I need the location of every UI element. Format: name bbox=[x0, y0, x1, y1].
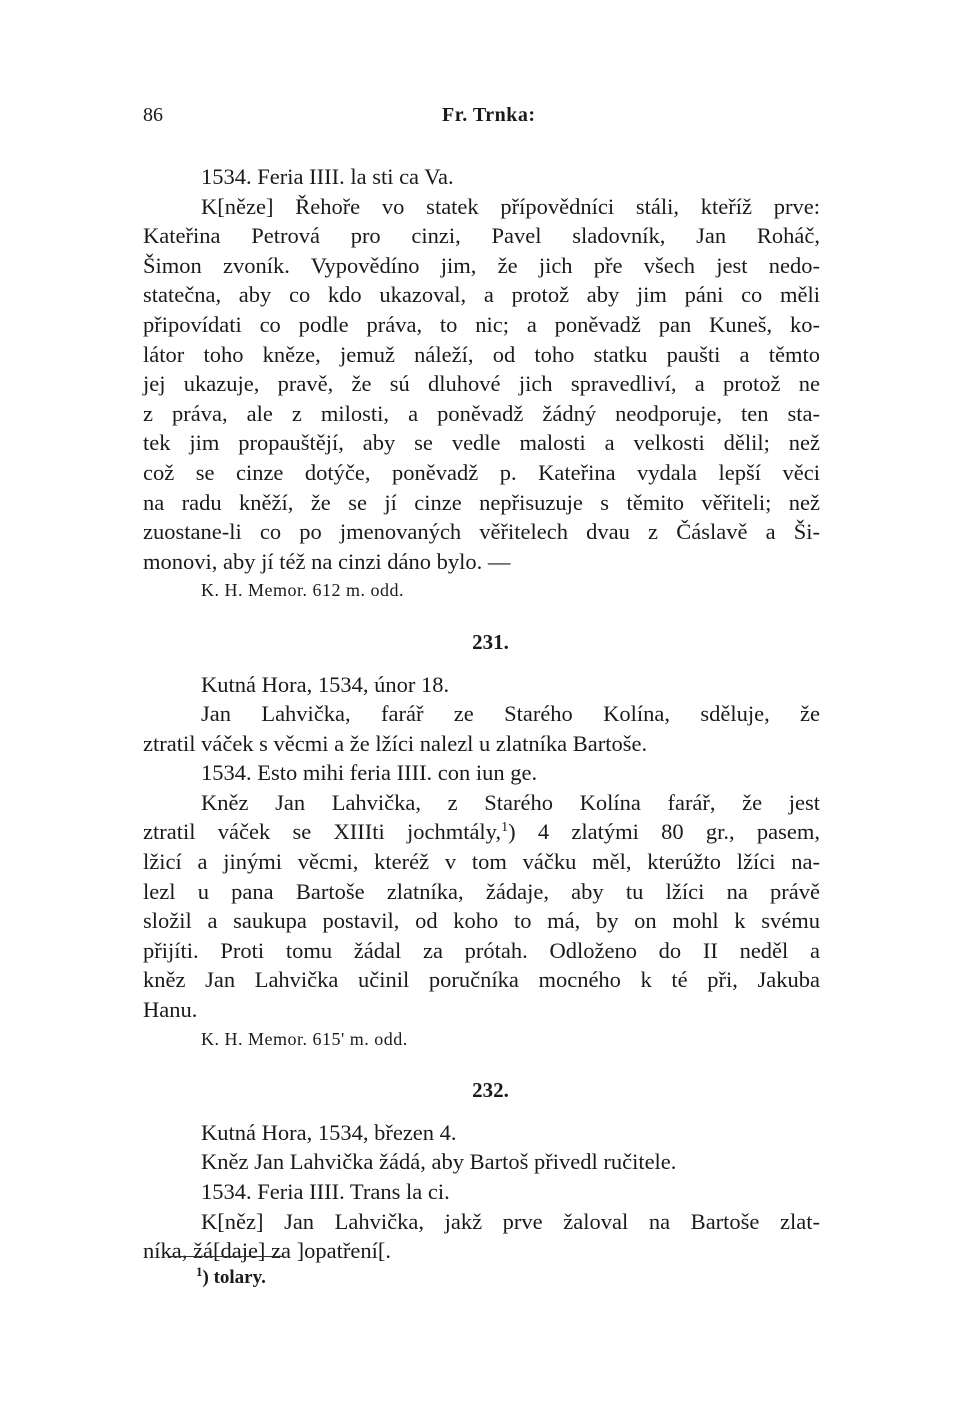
body-text: ztratil váček se XIIIti jochmtály, bbox=[143, 819, 502, 845]
body-line: látor toho kněze, jemuž náleží, od toho statku paušti a těmto bbox=[143, 341, 820, 367]
place-date: Kutná Hora, 1534, únor 18. bbox=[201, 671, 450, 697]
body-line: statečna, aby co kdo ukazoval, a protož aby jim páni co měli bbox=[143, 282, 820, 308]
document-number: 231. bbox=[472, 629, 509, 654]
body-line: zuostane-li co po jmenovaných věřitelech dvau z Čáslavě a Ši- bbox=[143, 519, 820, 545]
body-line: lezl u pana Bartoše zlatníka, žádaje, aby tu lžíci na právě bbox=[143, 878, 820, 904]
body-line: z práva, ale z milosti, a poněvadž žádný neodporuje, ten sta- bbox=[143, 400, 820, 426]
body-line: Šimon zvoník. Vypovědíno jim, že jich pře všech jest nedo- bbox=[143, 252, 820, 278]
body-line: tek jim propauštějí, aby se vedle malosti a velkosti dělil; než bbox=[143, 430, 820, 456]
page-number: 86 bbox=[143, 104, 163, 126]
body-line: lžicí a jinými věcmi, kteréž v tom váčku měl, kterúžto lžíci na- bbox=[143, 849, 820, 875]
running-head: Fr. Trnka: bbox=[442, 104, 536, 126]
body-line-with-footnote bbox=[143, 817, 820, 847]
document-number: 232. bbox=[472, 1078, 509, 1103]
body-line: Kateřina Petrová pro cinzi, Pavel sladovník, Jan Roháč, bbox=[143, 223, 820, 249]
body-line: jej ukazuje, pravě, že sú dluhové jich spravedliví, a protož ne bbox=[143, 371, 820, 397]
regest-line: Kněz Jan Lahvička žádá, aby Bartoš přivedl ručitele. bbox=[201, 1149, 677, 1175]
body-line: Kněz Jan Lahvička, z Starého Kolína farář, že jest bbox=[201, 789, 820, 815]
footnote-reference: 1 bbox=[501, 820, 509, 836]
body-last-line: monovi, aby jí též na cinzi dáno bylo. — bbox=[143, 548, 511, 574]
entry-date-line: 1534. Esto mihi feria IIII. con iun ge. bbox=[201, 760, 538, 786]
body-text: ) 4 zlatými 80 gr., pasem, bbox=[508, 819, 821, 845]
body-line: na radu kněží, že se jí cinze nepřisuzuje s těmito věřiteli; než bbox=[143, 489, 820, 515]
body-last-line: níka, žá[daje] za ]opatření[. bbox=[143, 1238, 391, 1264]
footnote-text: ) tolary. bbox=[202, 1267, 266, 1288]
footnote bbox=[196, 1264, 266, 1289]
body-line: připovídati co podle práva, to nic; a poněvadž pan Kuneš, ko- bbox=[143, 311, 820, 337]
archive-reference: K. H. Memor. 612 m. odd. bbox=[201, 580, 404, 601]
regest-last-line: ztratil váček s věcmi a že lžíci nalezl u zlatníka Bartoše. bbox=[143, 730, 648, 756]
body-last-line: Hanu. bbox=[143, 997, 198, 1023]
body-line: K[něz] Jan Lahvička, jakž prve žaloval na Bartoše zlat- bbox=[201, 1208, 820, 1234]
footnote-divider bbox=[170, 1256, 282, 1257]
entry-date-line: 1534. Feria IIII. la sti ca Va. bbox=[201, 164, 454, 189]
body-line: což se cinze dotýče, poněvadž p. Kateřina vydala lepší věci bbox=[143, 459, 820, 485]
place-date: Kutná Hora, 1534, březen 4. bbox=[201, 1119, 457, 1145]
footnote-mark: 1 bbox=[196, 1264, 203, 1279]
body-line: kněz Jan Lahvička učinil poručníka mocného k té při, Jakuba bbox=[143, 967, 820, 993]
regest-line: Jan Lahvička, farář ze Starého Kolína, sděluje, že bbox=[201, 701, 820, 727]
archive-reference: K. H. Memor. 615' m. odd. bbox=[201, 1028, 408, 1049]
body-line: K[něze] Řehoře vo statek přípovědníci stáli, kteříž prve: bbox=[201, 193, 820, 219]
body-line: složil a saukupa postavil, od koho to má, by on mohl k svému bbox=[143, 908, 820, 934]
entry-date-line: 1534. Feria IIII. Trans la ci. bbox=[201, 1179, 450, 1204]
body-line: přijíti. Proti tomu žádal za prótah. Odloženo do II neděl a bbox=[143, 937, 820, 963]
main-text bbox=[143, 162, 820, 1266]
